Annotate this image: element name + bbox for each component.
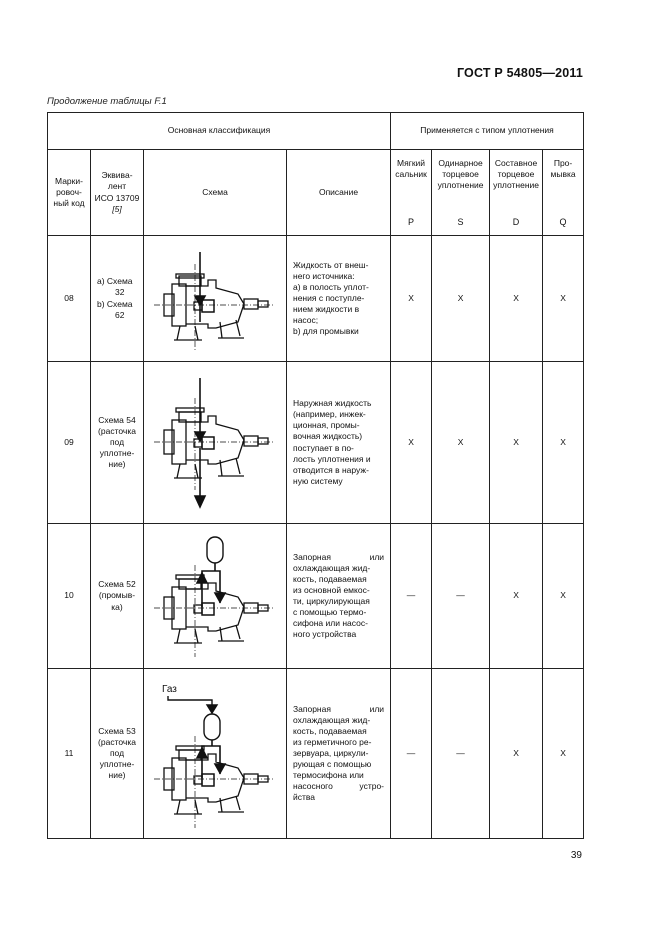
row-description: Запорная или охлаждающая жид- кость, подаваемая из основной емкос- ти, циркулирующая с помощью термо- сифона или насос- ного устройства bbox=[287, 524, 391, 669]
cell-soft-packing: X bbox=[391, 236, 432, 362]
seal-code-s: S bbox=[457, 217, 464, 228]
seal-code-q: Q bbox=[559, 217, 567, 228]
row-scheme bbox=[144, 362, 287, 524]
cell-single-seal: X bbox=[432, 236, 490, 362]
cell-soft-packing: X bbox=[391, 362, 432, 524]
cell-composite-seal: X bbox=[490, 524, 543, 669]
cell-single-seal: — bbox=[432, 524, 490, 669]
page-number: 39 bbox=[570, 850, 582, 861]
cell-flush: X bbox=[543, 524, 584, 669]
classification-table bbox=[47, 112, 584, 839]
group-header-classification: Основная классификация bbox=[48, 113, 391, 150]
row-code: 10 bbox=[48, 524, 91, 669]
row-scheme bbox=[144, 236, 287, 362]
row-equivalent: Схема 53 (расточка под уплотне- ние) bbox=[91, 669, 144, 839]
col-header-flush: Про- мывка Q bbox=[543, 150, 584, 236]
row-equivalent: Схема 54 (расточка под уплотне- ние) bbox=[91, 362, 144, 524]
row-scheme bbox=[144, 669, 287, 839]
row-description: Наружная жидкость (например, инжек- ционная, промы- вочная жидкость) поступает в по- лость уплотнения и отводится в наруж- ную систему bbox=[287, 362, 391, 524]
cell-single-seal: X bbox=[432, 362, 490, 524]
table-continuation-caption: Продолжение таблицы F.1 bbox=[47, 96, 167, 107]
col-header-soft-packing: Мягкий сальник P bbox=[391, 150, 432, 236]
pump-scheme-08 bbox=[150, 244, 280, 354]
pump-scheme-09 bbox=[150, 370, 280, 515]
col-header-description: Описание bbox=[287, 150, 391, 236]
table-row bbox=[48, 236, 584, 362]
cell-composite-seal: X bbox=[490, 236, 543, 362]
col-header-single-seal: Одинарное торцевое уплотнение S bbox=[432, 150, 490, 236]
row-description: Жидкость от внеш- него источника: а) в полость уплот- нения с поступле- нием жидкости в насос; b) для промывки bbox=[287, 236, 391, 362]
table-row bbox=[48, 362, 584, 524]
row-code: 08 bbox=[48, 236, 91, 362]
pump-scheme-11 bbox=[150, 676, 280, 831]
cell-single-seal: — bbox=[432, 669, 490, 839]
cell-composite-seal: X bbox=[490, 362, 543, 524]
col-header-code: Марки- ровоч- ный код bbox=[48, 150, 91, 236]
cell-soft-packing: — bbox=[391, 669, 432, 839]
row-scheme bbox=[144, 524, 287, 669]
row-equivalent: а) Схема 32 b) Схема 62 bbox=[91, 236, 144, 362]
row-description: Запорная или охлаждающая жид- кость, подаваемая из герметичного ре- зервуара, циркули- рующая с помощью термосифона или насосного устро- йства bbox=[287, 669, 391, 839]
standard-number: ГОСТ Р 54805—2011 bbox=[456, 66, 583, 80]
group-header-seal-type: Применяется с типом уплотнения bbox=[391, 113, 584, 150]
cell-flush: X bbox=[543, 236, 584, 362]
row-code: 11 bbox=[48, 669, 91, 839]
table-row bbox=[48, 524, 584, 669]
row-equivalent: Схема 52 (промыв- ка) bbox=[91, 524, 144, 669]
cell-soft-packing: — bbox=[391, 524, 432, 669]
col-header-scheme: Схема bbox=[144, 150, 287, 236]
col-header-composite-seal: Составное торцевое уплотнение D bbox=[490, 150, 543, 236]
row-code: 09 bbox=[48, 362, 91, 524]
cell-flush: X bbox=[543, 362, 584, 524]
cell-flush: X bbox=[543, 669, 584, 839]
cell-composite-seal: X bbox=[490, 669, 543, 839]
pump-scheme-10 bbox=[150, 531, 280, 661]
seal-code-d: D bbox=[512, 217, 520, 228]
table-row bbox=[48, 669, 584, 839]
seal-code-p: P bbox=[408, 217, 415, 228]
gas-label: Газ bbox=[162, 684, 177, 695]
col-header-equivalent: Эквива- лент ИСО 13709 [5] bbox=[91, 150, 144, 236]
